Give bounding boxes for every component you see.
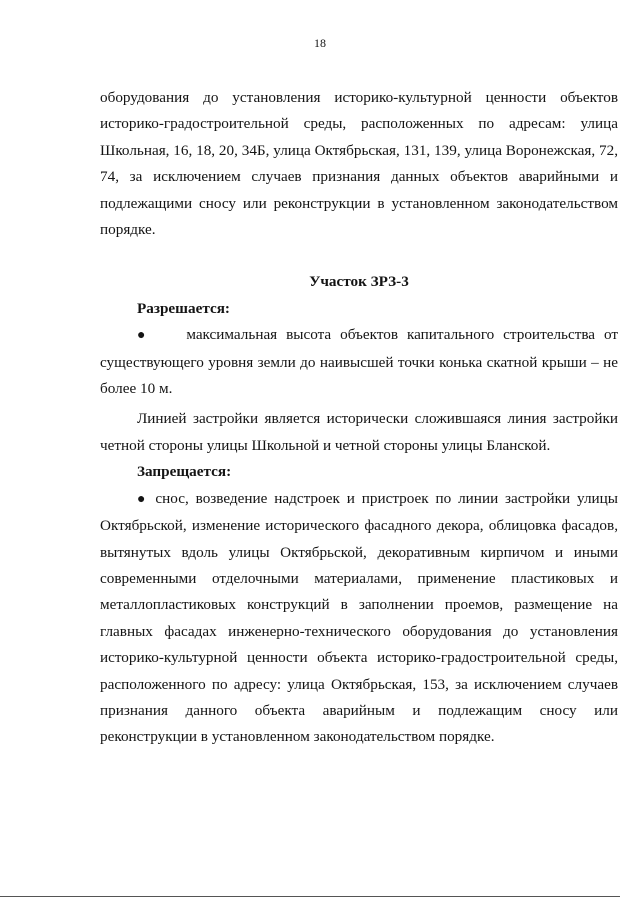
page-number: 18 bbox=[314, 36, 326, 50]
forbidden-bullet-text: снос, возведение надстроек и пристроек по линии застройки улицы Октябрьской, изменение исторического фасадного декора, облицовка фасадов, вытянутых вдоль улицы Октябрьской, декоративным кирпичом и иными современными отделочными материалами, применение пластиковых и металлопластиковых конструкций в заполнении проемов, размещение на главных фасадах инженерно-технического оборудования до установления историко-культурной ценности объекта историко-градостроительной среды, расположенного по адресу: улица Октябрьская, 153, за исключением случаев признания данного объекта аварийным и подлежащим сносу или реконструкции в установленном законодательством порядке. bbox=[100, 489, 619, 746]
bullet-icon: ● bbox=[137, 328, 151, 344]
allowed-heading: Разрешается: bbox=[137, 299, 230, 317]
document-body bbox=[100, 85, 618, 751]
bullet-icon: ● bbox=[137, 491, 149, 507]
forbidden-bullet-item bbox=[100, 486, 618, 751]
footer-rule bbox=[0, 896, 620, 897]
allowed-bullet-text: максимальная высота объектов капитального строительства от существующего уровня земли до наивысшей точки конька скатной крыши – не более 10 м. bbox=[100, 326, 618, 398]
forbidden-heading: Запрещается: bbox=[137, 463, 232, 481]
building-line-note: Линией застройки является исторически сложившаяся линия застройки четной стороны улицы Школьной и четной стороны улицы Бланской. bbox=[100, 410, 618, 454]
section-title: Участок ЗРЗ-3 bbox=[309, 273, 409, 291]
intro-paragraph: оборудования до установления историко-культурной ценности объектов историко-градостроительной среды, расположенных по адресам: улица Школьная, 16, 18, 20, 34Б, улица Октябрьская, 131, 139, улица Воронежская, 72, 74, за исключением случаев признания данных объектов аварийными и подлежащими сносу или реконструкции в установленном законодательством порядке. bbox=[100, 89, 618, 239]
allowed-bullet-item bbox=[100, 322, 618, 402]
